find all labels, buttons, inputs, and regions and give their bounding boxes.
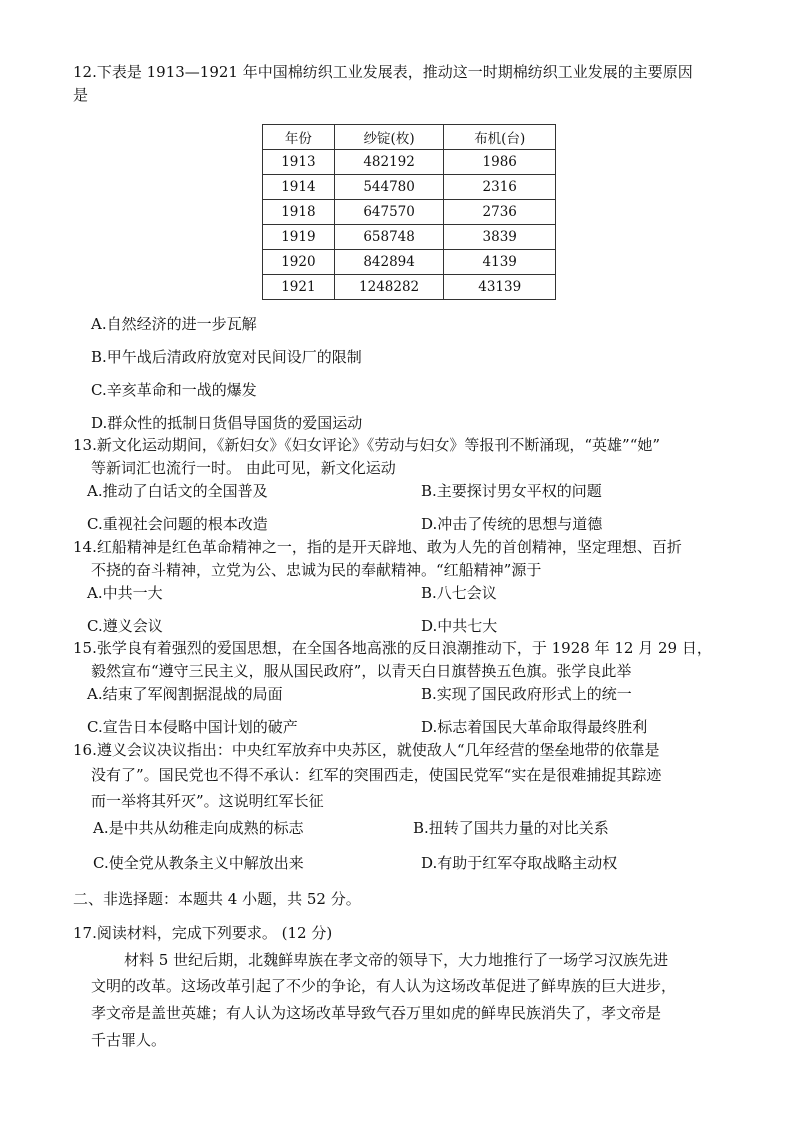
q13-stem-line1: 13.新文化运动期间，《新妇女》《妇女评论》《劳动与妇女》等报刊不断涌现，“英雄”“她” bbox=[73, 436, 661, 454]
q13-option-b: B.主要探讨男女平权的问题 bbox=[421, 482, 602, 500]
q16-stem-line2: 没有了”。国民党也不得不承认：红军的突围西走，使国民党军“实在是很难捕捉其踪迹 bbox=[91, 766, 662, 784]
q12-option-b: B.甲午战后清政府放宽对民间设厂的限制 bbox=[91, 348, 362, 366]
table-cell: 1913 bbox=[263, 150, 335, 175]
q15-stem-line1: 15.张学良有着强烈的爱国思想，在全国各地高涨的反日浪潮推动下，于 1928 年 12 月 29 日， bbox=[73, 639, 712, 657]
q15-option-c: C.宣告日本侵略中国计划的破产 bbox=[87, 718, 298, 736]
table-row bbox=[263, 275, 556, 300]
q15-option-d: D.标志着国民大革命取得最终胜利 bbox=[421, 718, 648, 736]
q17-material-line1: 材料 5 世纪后期，北魏鲜卑族在孝文帝的领导下，大力地推行了一场学习汉族先进 bbox=[124, 951, 669, 969]
table-cell: 1914 bbox=[263, 175, 335, 200]
table-cell: 43139 bbox=[444, 275, 556, 300]
q12-stem-line2: 是 bbox=[73, 86, 89, 104]
q15-stem-line2: 毅然宣布“遵守三民主义，服从国民政府”，以青天白日旗替换五色旗。张学良此举 bbox=[91, 662, 632, 680]
table-header-row bbox=[263, 125, 556, 150]
q13-option-c: C.重视社会问题的根本改造 bbox=[87, 515, 268, 533]
table-cell: 658748 bbox=[334, 225, 444, 250]
table-row bbox=[263, 200, 556, 225]
table-row bbox=[263, 150, 556, 175]
table-cell: 1918 bbox=[263, 200, 335, 225]
table-cell: 1920 bbox=[263, 250, 335, 275]
q17-material-line3: 孝文帝是盖世英雄；有人认为这场改革导致气吞万里如虎的鲜卑民族消失了，孝文帝是 bbox=[91, 1004, 662, 1022]
q14-stem-line1: 14.红船精神是红色革命精神之一，指的是开天辟地、敢为人先的首创精神，坚定理想、百折 bbox=[73, 538, 682, 556]
cotton-industry-table bbox=[262, 124, 556, 300]
table-cell: 647570 bbox=[334, 200, 444, 225]
table-cell: 1986 bbox=[444, 150, 556, 175]
table-header-cell: 年份 bbox=[263, 125, 335, 150]
q14-option-a: A.中共一大 bbox=[87, 584, 163, 602]
q15-option-a: A.结束了军阀割据混战的局面 bbox=[87, 685, 283, 703]
table-cell: 1921 bbox=[263, 275, 335, 300]
table-cell: 3839 bbox=[444, 225, 556, 250]
q16-option-b: B.扭转了国共力量的对比关系 bbox=[413, 819, 609, 837]
q16-option-c: C.使全党从教条主义中解放出来 bbox=[93, 854, 304, 872]
q17-stem: 17.阅读材料，完成下列要求。 (12 分) bbox=[73, 924, 333, 942]
table-cell: 1919 bbox=[263, 225, 335, 250]
table-cell: 2736 bbox=[444, 200, 556, 225]
table-header-cell: 布机(台) bbox=[444, 125, 556, 150]
table-row bbox=[263, 175, 556, 200]
q14-option-d: D.中共七大 bbox=[421, 617, 498, 635]
q17-material-line2: 文明的改革。这场改革引起了不少的争论，有人认为这场改革促进了鲜卑族的巨大进步， bbox=[91, 977, 677, 995]
q16-stem-line1: 16.遵义会议决议指出：中央红军放弃中央苏区，就使敌人“几年经营的堡垒地带的依靠是 bbox=[73, 741, 660, 759]
table-cell: 544780 bbox=[334, 175, 444, 200]
table-cell: 842894 bbox=[334, 250, 444, 275]
section2-heading: 二、非选择题：本题共 4 小题，共 52 分。 bbox=[73, 890, 361, 908]
q15-option-b: B.实现了国民政府形式上的统一 bbox=[421, 685, 632, 703]
q12-option-a: A.自然经济的进一步瓦解 bbox=[91, 315, 257, 333]
q13-option-d: D.冲击了传统的思想与道德 bbox=[421, 515, 603, 533]
q16-option-a: A.是中共从幼稚走向成熟的标志 bbox=[93, 819, 304, 837]
q12-stem-line1: 12.下表是 1913—1921 年中国棉纺织工业发展表，推动这一时期棉纺织工业发展的主要原因 bbox=[73, 63, 693, 81]
q16-stem-line3: 而一举将其歼灭”。这说明红军长征 bbox=[91, 792, 324, 810]
q12-option-d: D.群众性的抵制日货倡导国货的爱国运动 bbox=[91, 414, 363, 432]
table-cell: 1248282 bbox=[334, 275, 444, 300]
table-cell: 4139 bbox=[444, 250, 556, 275]
q17-material-line4: 千古罪人。 bbox=[91, 1031, 167, 1049]
q16-option-d: D.有助于红军夺取战略主动权 bbox=[421, 854, 618, 872]
table-cell: 2316 bbox=[444, 175, 556, 200]
table-row bbox=[263, 225, 556, 250]
q14-option-c: C.遵义会议 bbox=[87, 617, 163, 635]
q14-stem-line2: 不挠的奋斗精神，立党为公、忠诚为民的奉献精神。“红船精神”源于 bbox=[91, 561, 542, 579]
table-cell: 482192 bbox=[334, 150, 444, 175]
q12-option-c: C.辛亥革命和一战的爆发 bbox=[91, 381, 257, 399]
q14-option-b: B.八七会议 bbox=[421, 584, 497, 602]
q13-option-a: A.推动了白话文的全国普及 bbox=[87, 482, 268, 500]
table-row bbox=[263, 250, 556, 275]
table-header-cell: 纱锭(枚) bbox=[334, 125, 444, 150]
q13-stem-line2: 等新词汇也流行一时。 由此可见，新文化运动 bbox=[91, 459, 396, 477]
